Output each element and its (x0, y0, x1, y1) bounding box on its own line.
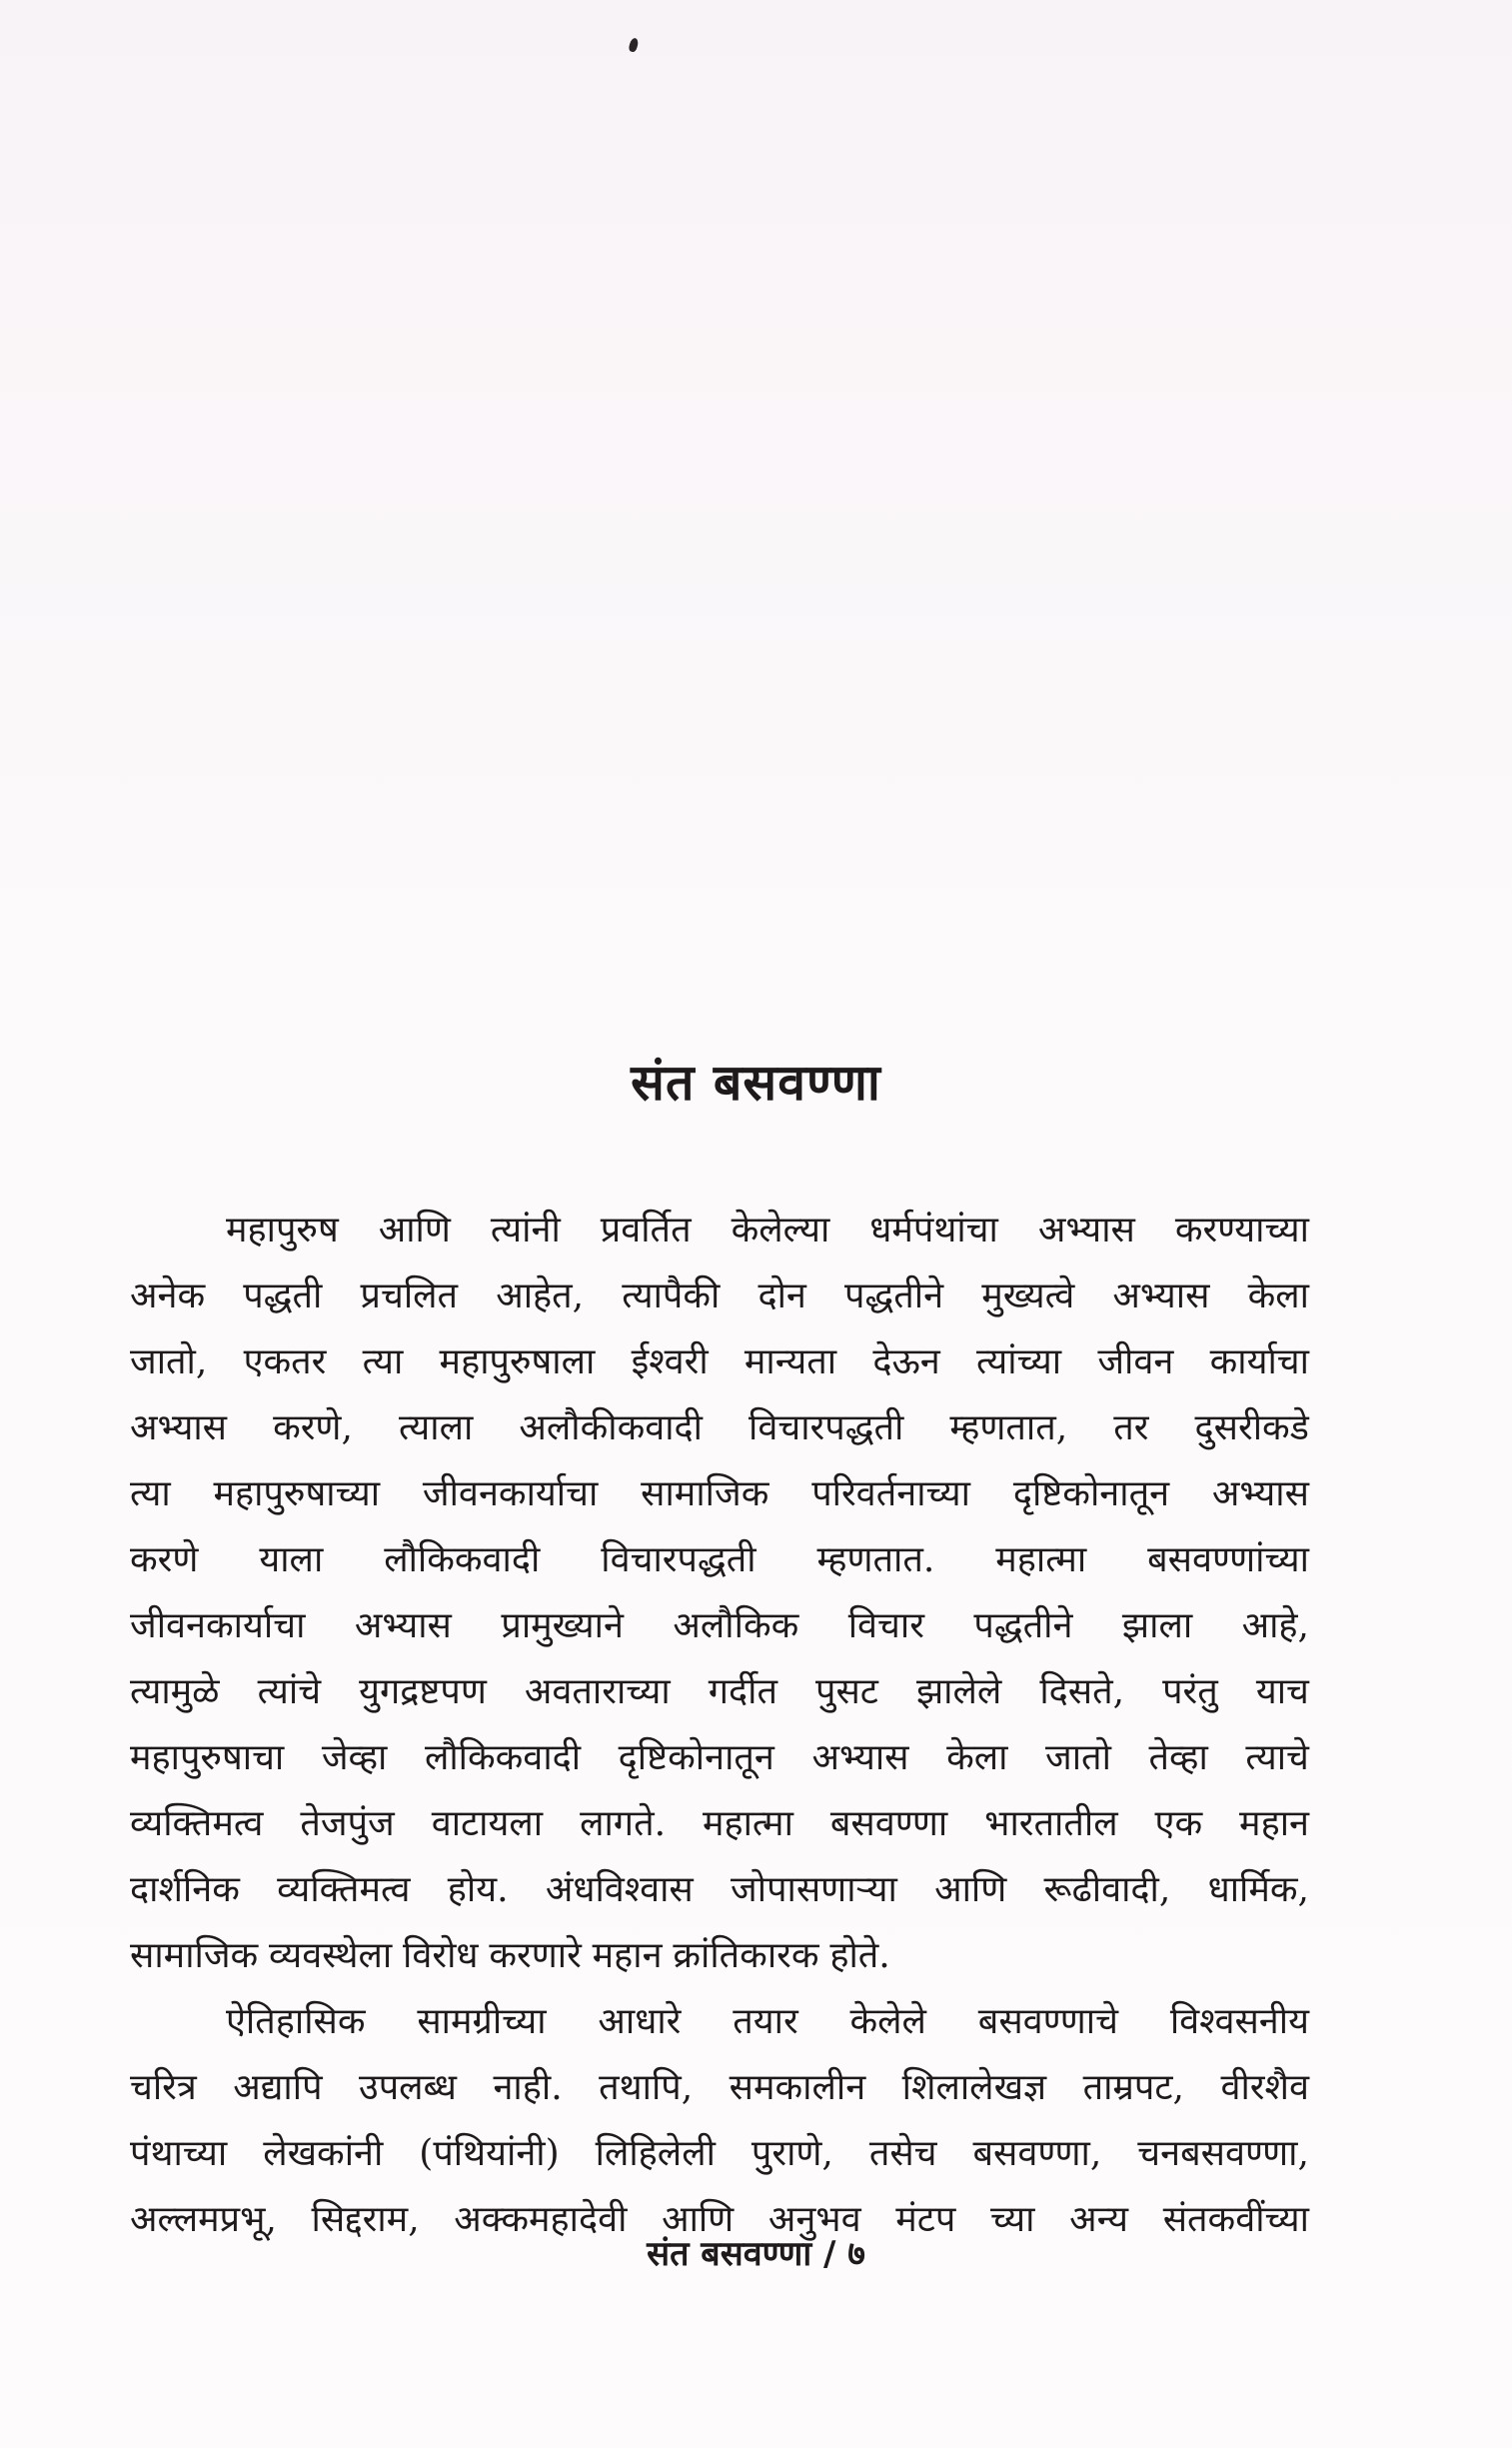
word: महात्मा (702, 1803, 793, 1844)
word: सामग्रीच्या (417, 2001, 547, 2042)
word: वाटायला (431, 1803, 544, 1844)
word: एक (1154, 1803, 1203, 1844)
word: आणि (662, 2199, 735, 2240)
word: लौकिकवादी (424, 1737, 582, 1778)
text-line (130, 1263, 1309, 1329)
word: दृष्टिकोनातून (618, 1737, 774, 1778)
word: लागते. (580, 1803, 667, 1844)
word: परिवर्तनाच्या (811, 1473, 970, 1514)
word: क्रांतिकारक (673, 1935, 819, 1976)
word: अंधविश्वास (545, 1869, 694, 1910)
word: पंथाच्या (130, 2133, 228, 2174)
word: कार्याचा (1209, 1341, 1309, 1382)
word: दिसते, (1039, 1671, 1125, 1712)
text-line (130, 1395, 1309, 1461)
word: रूढीवादी, (1043, 1869, 1171, 1910)
word: याला (259, 1539, 324, 1580)
word: सिद्दराम, (311, 2199, 420, 2240)
word: तेव्हा (1148, 1737, 1208, 1778)
text-line (130, 1857, 1309, 1923)
word: त्या (130, 1473, 171, 1514)
text-line (130, 1461, 1309, 1527)
word: अनुभव (767, 2199, 861, 2240)
word: आणि (934, 1869, 1007, 1910)
word: करण्याच्या (1174, 1210, 1309, 1250)
word: तसेच (868, 2133, 937, 2174)
word: महान (592, 1935, 663, 1976)
word: लौकिकवादी (384, 1539, 541, 1580)
word: त्यामुळे (130, 1671, 220, 1712)
text-line (130, 1329, 1309, 1395)
word: विचार (847, 1605, 924, 1646)
word: प्रामुख्याने (501, 1605, 624, 1646)
word: विचारपद्धती (601, 1539, 756, 1580)
word: सामाजिक (641, 1473, 769, 1514)
word: प्रवर्तित (600, 1210, 692, 1250)
word: चनबसवण्णा, (1137, 2133, 1309, 2174)
word: तेजपुंज (300, 1803, 395, 1844)
word: तयार (733, 2001, 798, 2042)
word: आधारे (598, 2001, 682, 2042)
word: आहेत, (496, 1275, 585, 1316)
text-line (130, 1659, 1309, 1725)
word: जातो, (130, 1341, 208, 1382)
word: केलेले (849, 2001, 926, 2042)
word: अलौकीकवादी (519, 1407, 703, 1448)
word: भारतातील (984, 1803, 1118, 1844)
word: महापुरुष (226, 1210, 339, 1250)
word: अभ्यास (354, 1605, 452, 1646)
word: जीवनकार्याचा (422, 1473, 599, 1514)
chapter-body (130, 1198, 1309, 2253)
word: करणे, (273, 1407, 353, 1448)
word: अभ्यास (1211, 1473, 1309, 1514)
text-line (130, 1593, 1309, 1659)
word: नाही. (493, 2067, 563, 2108)
text-line (130, 1725, 1309, 1791)
word: पुसट (815, 1671, 878, 1712)
word: महात्मा (995, 1539, 1087, 1580)
word: अभ्यास (130, 1407, 228, 1448)
word: अद्यापि (233, 2067, 323, 2108)
word: पद्धती (243, 1275, 323, 1316)
word: तर (1113, 1407, 1149, 1448)
word: त्यापैकी (622, 1275, 721, 1316)
word: विश्वसनीय (1169, 2001, 1309, 2042)
word: केलेल्या (731, 1210, 830, 1250)
word: पुराणे, (751, 2133, 833, 2174)
word: पद्धतीने (844, 1275, 944, 1316)
word: बसवण्णा (829, 1803, 948, 1844)
word: संतकवींच्या (1162, 2199, 1309, 2240)
word: सामाजिक (130, 1935, 259, 1976)
ink-speck (628, 37, 639, 53)
word: होते. (829, 1935, 890, 1976)
word: केला (946, 1737, 1008, 1778)
chapter-title: संत बसवण्णा (631, 1053, 881, 1112)
word: उपलब्ध (358, 2067, 457, 2108)
word: ईश्वरी (631, 1341, 709, 1382)
text-line (130, 1791, 1309, 1857)
word: करणे (130, 1539, 199, 1580)
text-line (130, 1527, 1309, 1593)
text-line (130, 1923, 1309, 1989)
word: मुख्यत्वे (981, 1275, 1075, 1316)
word: याच (1255, 1671, 1309, 1712)
word: आहे, (1241, 1605, 1309, 1646)
text-line (130, 1198, 1309, 1263)
word: महापुरुषाचा (130, 1737, 285, 1778)
word: करणारे (489, 1935, 582, 1976)
word: अभ्यास (1112, 1275, 1210, 1316)
word: चरित्र (130, 2067, 197, 2108)
word: अन्य (1069, 2199, 1129, 2240)
word: केला (1247, 1275, 1309, 1316)
word: अल्लमप्रभू, (130, 2199, 277, 2240)
word: व्यक्तिमत्व (277, 1869, 411, 1910)
word: जेव्हा (321, 1737, 388, 1778)
word: अवताराच्या (524, 1671, 671, 1712)
word: जोपासणाऱ्या (731, 1869, 897, 1910)
word: ऐतिहासिक (226, 2001, 366, 2042)
word: होय. (447, 1869, 509, 1910)
word: प्रचलित (360, 1275, 459, 1316)
word: म्हणतात, (949, 1407, 1068, 1448)
text-line (130, 2121, 1309, 2187)
word: दार्शनिक (130, 1869, 240, 1910)
word: महापुरुषाला (439, 1341, 596, 1382)
word: एकतर (243, 1341, 327, 1382)
word: गर्दीत (708, 1671, 777, 1712)
word: परंतु (1162, 1671, 1218, 1712)
word: दृष्टिकोनातून (1012, 1473, 1170, 1514)
word: बसवण्णाचे (977, 2001, 1118, 2042)
word: दोन (757, 1275, 806, 1316)
word: त्याचे (1245, 1737, 1309, 1778)
word: ताम्रपट, (1082, 2067, 1184, 2108)
word: धार्मिक, (1207, 1869, 1309, 1910)
word: बसवण्णांच्या (1147, 1539, 1309, 1580)
word: जातो (1045, 1737, 1111, 1778)
word: झालेले (915, 1671, 1002, 1712)
word: अभ्यास (1037, 1210, 1135, 1250)
word: शिलालेखज्ञ (901, 2067, 1047, 2108)
word: देऊन (872, 1341, 940, 1382)
word: मंटप (895, 2199, 956, 2240)
word: महापुरुषाच्या (213, 1473, 381, 1514)
word: म्हणतात. (816, 1539, 935, 1580)
word: झाला (1121, 1605, 1193, 1646)
word: व्यवस्थेला (269, 1935, 393, 1976)
word: लेखकांनी (263, 2133, 384, 2174)
word: अलौकिक (673, 1605, 799, 1646)
word: तथापि, (599, 2067, 694, 2108)
word: (पंथियांनी) (419, 2133, 560, 2174)
word: आणि (378, 1210, 451, 1250)
word: जीवनकार्याचा (130, 1605, 306, 1646)
word: अनेक (130, 1275, 206, 1316)
word: त्याला (398, 1407, 474, 1448)
word: लिहिलेली (595, 2133, 716, 2174)
word: विचारपद्धती (749, 1407, 904, 1448)
word: वीरशैव (1220, 2067, 1309, 2108)
word: बसवण्णा, (972, 2133, 1102, 2174)
word: धर्मपंथांचा (869, 1210, 998, 1250)
word: त्यांचे (257, 1671, 322, 1712)
word: व्यक्तिमत्व (130, 1803, 264, 1844)
word: त्या (362, 1341, 404, 1382)
word: जीवन (1097, 1341, 1174, 1382)
word: दुसरीकडे (1194, 1407, 1309, 1448)
page-footer: संत बसवण्णा / ७ (647, 2234, 865, 2274)
word: युगद्रष्टपण (359, 1671, 487, 1712)
word: अभ्यास (811, 1737, 909, 1778)
word: अक्कमहादेवी (454, 2199, 628, 2240)
word: महान (1239, 1803, 1309, 1844)
word: पद्धतीने (973, 1605, 1073, 1646)
text-line (130, 1989, 1309, 2055)
word: विरोध (403, 1935, 479, 1976)
word: मान्यता (744, 1341, 837, 1382)
word: समकालीन (729, 2067, 866, 2108)
word: त्यांच्या (975, 1341, 1062, 1382)
word: त्यांनी (490, 1210, 561, 1250)
word: च्या (989, 2199, 1035, 2240)
text-line (130, 2055, 1309, 2121)
